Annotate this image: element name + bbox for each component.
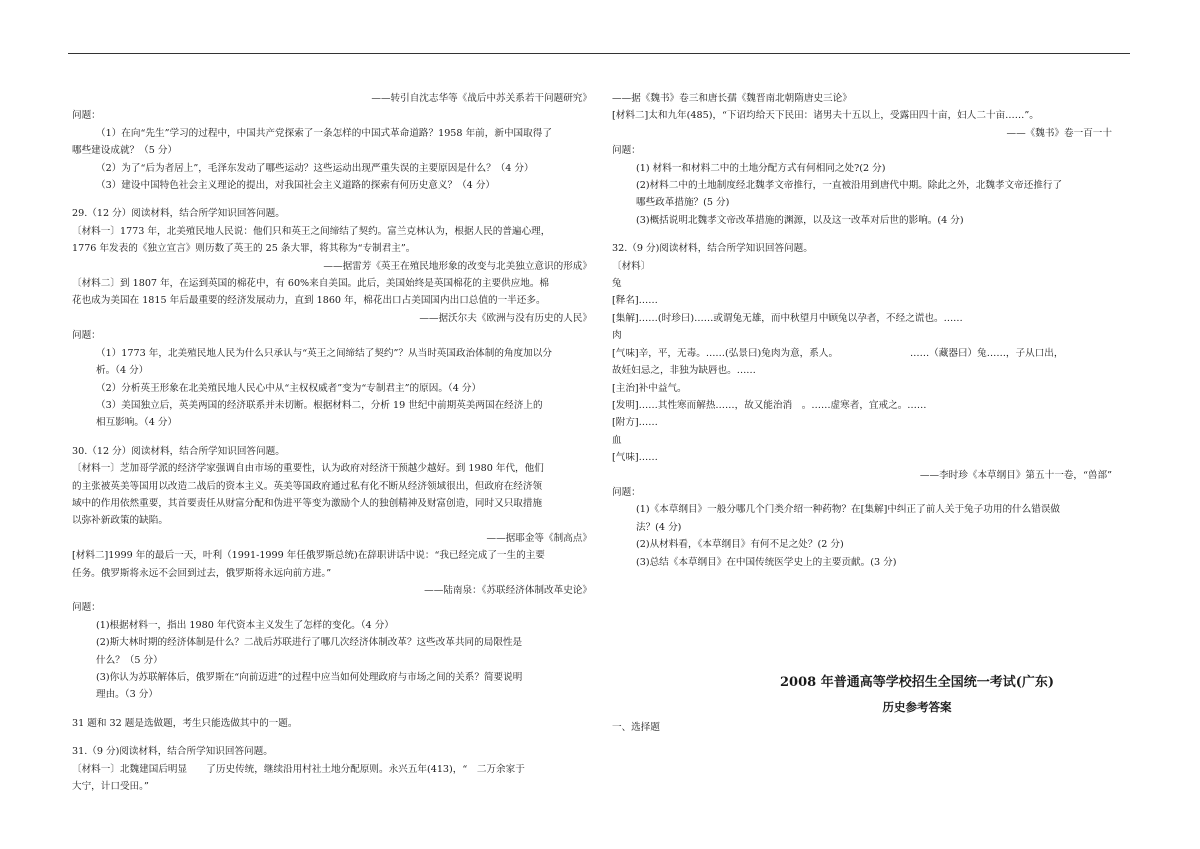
q32-part2: (2)从材料看，《本草纲目》有何不足之处？(2 分) <box>636 539 844 551</box>
q29-part1: （1）1773 年，北美殖民地人民为什么只承认与“英王之间缔结了契约”？从当时英国政治体制的角度加以分 <box>96 347 552 359</box>
q30-part1: (1)根据材料一，指出 1980 年代资本主义发生了怎样的变化。（4 分） <box>96 619 394 631</box>
q32-shiming: [释名]…… <box>612 295 658 307</box>
q30-part2-cont: 什么？（5 分） <box>96 654 163 666</box>
q28-source: ——转引自沈志华等《战后中苏关系若干问题研究》 <box>371 93 592 104</box>
q30-material1-l2: 的主张被英美等国用以改造二战后的资本主义。英美等国政府通过私有化不断从经济领域很出，但政府在经济领 <box>72 480 543 492</box>
right-column <box>612 90 1112 736</box>
q32-part1-cont: 法？(4 分) <box>636 521 682 533</box>
q32-jijie: [集解]……(时珍曰)……或谓兔无雄，而中秋望月中顾兔以孕者，不经之谎也。…… <box>612 312 963 324</box>
q30-heading: 30.（12 分）阅读材料，结合所学知识回答问题。 <box>72 445 285 457</box>
q32-blood-qiwei: [气味]…… <box>612 452 658 464</box>
q32-material-label: 〔材料〕 <box>612 260 651 272</box>
left-column <box>72 90 592 795</box>
q30-part3: (3)你认为苏联解体后，俄罗斯在“向前迈进”的过程中应当如何处理政府与市场之间的关系？简要说明 <box>96 672 523 683</box>
q32-entry-meat: 肉 <box>612 330 622 342</box>
header-rule <box>68 53 1130 54</box>
q31-material2: [材料二]太和九年(485)，“下诏均给天下民田：诸男夫十五以上，受露田四十亩，妇人二十亩……”。 <box>612 110 1039 122</box>
q30-material1-source: ——据耶金等《制高点》 <box>486 532 592 544</box>
q29-material1-source: ——据雷芳《英王在殖民地形象的改变与北美独立意识的形成》 <box>323 260 592 272</box>
q32-part3: (3)总结《本草纲目》在中国传统医学史上的主要贡献。(3 分) <box>636 556 897 568</box>
q31-part3: (3)概括说明北魏孝文帝改革措施的渊源，以及这一改革对后世的影响。(4 分) <box>636 214 964 226</box>
q31-part2: (2)材料二中的土地制度经北魏孝文帝推行，一直被沿用到唐代中期。除此之外，北魏孝文帝还推行了 <box>636 180 1063 192</box>
q30-material1-l4: 以弥补新政策的缺陷。 <box>72 515 168 527</box>
q29-heading: 29.（12 分）阅读材料，结合所学知识回答问题。 <box>72 208 285 220</box>
q31-material1-cont: 大宁，计口受田。” <box>72 781 149 793</box>
answer-section-choice: 一、选择题 <box>612 721 660 733</box>
q31-material1-source: ——据《魏书》卷三和唐长孺《魏晋南北朝隋唐史三论》 <box>612 93 852 104</box>
q28-part1: （1）在向“先生”学习的过程中，中国共产党探索了一条怎样的中国式革命道路？1958 年前，新中国取得了 <box>96 127 552 139</box>
q30-material2-cont: 任务。俄罗斯将永远不会回到过去，俄罗斯将永远向前方进。” <box>72 567 332 579</box>
q32-entry-rabbit: 兔 <box>612 278 622 290</box>
q31-part2-cont: 哪些政革措施？(5 分) <box>636 197 730 209</box>
q30-material2: [材料二]1999 年的最后一天，叶利（1991-1999 年任俄罗斯总统)在辞职讲话中说：“我已经完成了一生的主要 <box>72 550 545 562</box>
q28-part3: （3）建设中国特色社会主义理论的提出，对我国社会主义道路的探索有何历史意义？（4 分） <box>96 180 496 192</box>
q32-entry-blood: 血 <box>612 434 622 446</box>
q32-source: ——李时珍《本草纲目》第五十一卷，“兽部” <box>919 469 1112 481</box>
q29-part3: （3）美国独立后，英美两国的经济联系并未切断。根据材料二，分析 19 世纪中前期英美两国在经济上的 <box>96 399 543 411</box>
q29-material1: 〔材料一〕1773 年，北美殖民地人民说：他们只和英王之间缔结了契约。富兰克林认为，根据人民的普遍心理， <box>72 225 551 237</box>
q30-part3-cont: 理由。（3 分） <box>96 689 158 701</box>
q28-ask: 问题： <box>72 110 101 122</box>
q30-material2-source: ——陆南泉：《苏联经济体制改革史论》 <box>424 584 592 596</box>
q29-material1-cont: 1776 年发表的《独立宣言》则历数了英王的 25 条大罪，将其称为“专制君主”。 <box>72 243 416 255</box>
q32-heading: 32.（9 分)阅读材料，结合所学知识回答问题。 <box>612 243 813 255</box>
q31-heading: 31.（9 分)阅读材料，结合所学知识回答问题。 <box>72 746 273 758</box>
q32-qiwei-cont: 故妊妇忌之，非独为缺唇也。…… <box>612 365 756 377</box>
q28-part2: （2）为了“后为者居上”，毛泽东发动了哪些运动？这些运动出现严重失误的主要原因是什么？（4 分） <box>96 162 534 174</box>
q30-ask: 问题： <box>72 602 101 614</box>
q29-material2-cont: 花也成为美国在 1815 年后最重要的经济发展动力，直到 1860 年，棉花出口占美国国内出口总值的一半还多。 <box>72 295 546 307</box>
q32-zhuzhi: [主治]补中益气。 <box>612 382 687 394</box>
q31-part1: (1) 材料一和材料二中的土地分配方式有何相同之处?(2 分) <box>636 162 886 174</box>
q32-part1: (1)《本草纲目》一般分哪几个门类介绍一种药物？在[集解]中纠正了前人关于兔子功用的什么错误做 <box>636 504 1061 516</box>
answer-subtitle: 历史参考答案 <box>882 699 952 714</box>
q31-ask: 问题： <box>612 145 641 157</box>
q30-material1-l3: 域中的作用依然重要，其首要责任从财富分配和伪进平等变为激励个人的独创精神及财富创造，同时又只取措施 <box>72 497 543 509</box>
q29-material2: 〔材料二〕到 1807 年，在运到英国的棉花中，有 60%来自美国。此后，美国始终是英国棉花的主要供应地。棉 <box>72 278 550 290</box>
q29-material2-source: ——据沃尔夫《欧洲与没有历史的人民》 <box>419 312 592 324</box>
q29-part2: （2）分析英王形象在北美殖民地人民心中从“主权权威者”变为“专制君主”的原因。（4 分） <box>96 382 482 394</box>
q30-part2: (2)斯大林时期的经济体制是什么？二战后苏联进行了哪几次经济体制改革？这些改革共同的局限性是 <box>96 637 523 649</box>
q30-material1: 〔材料一〕芝加哥学派的经济学家强调自由市场的重要性，认为政府对经济干预越少越好。到 1980 年代，他们 <box>72 463 544 475</box>
q32-qiwei: [气味]辛，平，无毒。……(弘景曰)兔肉为意，系人。 ……（藏器曰）兔……，子从口出， <box>612 347 1064 359</box>
q31-material1: 〔材料一〕北魏建国后明显 了历史传统，继续沿用村社土地分配原则。永兴五年(413)，“ 二万余家于 <box>72 763 525 775</box>
q32-fufang: [附方]…… <box>612 417 658 429</box>
q29-part1-cont: 析。（4 分） <box>96 365 149 377</box>
q29-part3-cont: 相互影响。（4 分） <box>96 417 178 429</box>
q32-ask: 问题： <box>612 486 641 498</box>
q29-ask: 问题： <box>72 330 101 342</box>
q28-part1-cont: 哪些建设成就？（5 分） <box>72 145 178 157</box>
elective-note: 31 题和 32 题是选做题，考生只能选做其中的一题。 <box>72 717 298 729</box>
q32-faming: [发明]……其性寒而解热……，故又能治消 。……虚寒者，宜戒之。…… <box>612 399 927 411</box>
answer-title: 2008 年普通高等学校招生全国统一考试(广东) <box>779 674 1054 690</box>
q31-material2-source: ——《魏书》卷一百一十 <box>1006 127 1112 139</box>
